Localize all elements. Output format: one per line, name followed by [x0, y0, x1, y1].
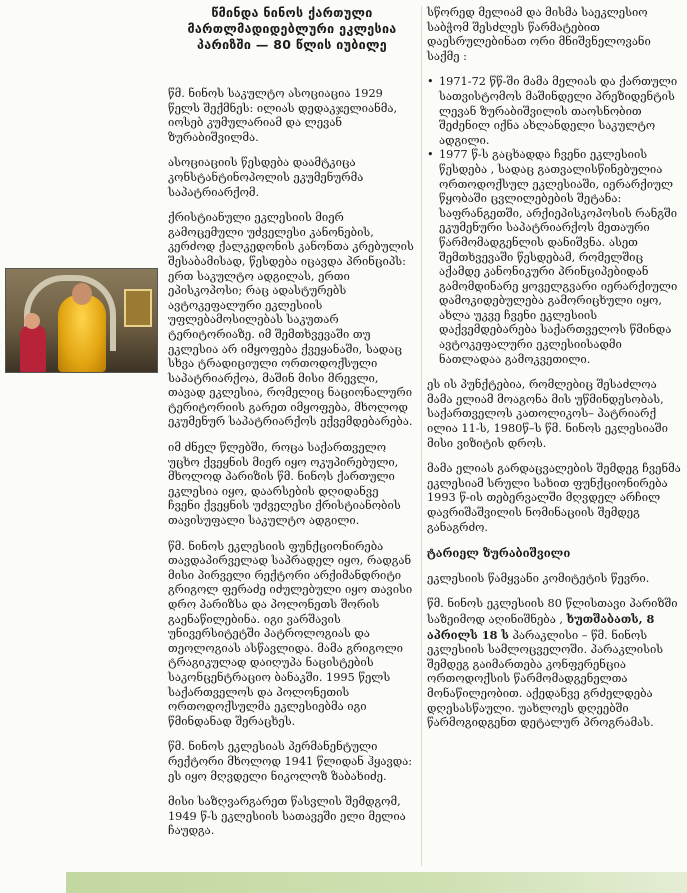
column-divider [421, 6, 422, 866]
paragraph-after-death: მამა ელიას გარდაცვალების შემდეგ ჩვენმა ეკლესიამ სრული სახით ფუნქციონირება 1993 წ-ის თებერვალში მღვდელ არჩილ დავრიშაშვილის ნომინაციის შემდეგ განაგრძო. [427, 462, 681, 534]
paragraph-canon: ქრისტიანული ეკლესიის მიერ გამოცემული უძველესი კანონების, კერძოდ ქალკედონის კანონთა კრებულის შესაბამისად, წესდება იცავდა პრინციპს: ერთ საკულტო ადგილას, ერთი ეპისკოპოსი; რაც ადასტურებს ავტოკეფალური ეკლესიის უფლებამოსილებას საკუთარ ტერიტორიაზე. იმ შემთხვევაში თუ ეკლესია არ იმყოფება ქვეყანაში, სადაც სხვა ტრადიციული ორთოდოქსული საპატრიარქოა, მაშინ მისი მრევლი, თავად ეკლესია, რომელიც ნაციონალური ტერიტორიის გარეთ იმყოფება, მხოლოდ ეკუმენურ საპატრიარქოს ექვემდებარება. [168, 211, 414, 429]
priest-figure [58, 295, 106, 372]
altar-boy-figure [20, 325, 46, 372]
list-item: • 1977 წ-ს გაცხადდა ჩვენი ეკლესიის წესდება , სადაც გათვალისწინებულია ორთოდოქსულ ეკლესიაში, იერარქიულ წყობაში ცვლილებების შეტანა: საფრანგეთში, არქიეპისკოპოსის რანგში ეკუმენური საპატრიარქოს მეთაური წარმომადგენლის დანიშვნა. ასეთ შემთხვევაში წესდებამ, რომელშიც აქამდე კანონიკური პრინციპებიდან გამომდინარე ყოველგვარი იერარქიული დამოკიდებულება გამორიცხული იყო, ახლა უკვე ჩვენი ეკლესიის დაქვემდებარება საქართველოს წმინდა ავტოკეფალური ეკლესიისადმი ნათლადაა გამოკვეთილი. [437, 148, 681, 367]
author-name: ტარიელ ზურაბიშვილი [427, 546, 571, 561]
paragraph-statute: ასოციაციის წესდება დაამტკიცა კონსტანტინოპოლის ეკუმენურმა საპატრიარქომ. [168, 156, 364, 199]
paragraph-closing [427, 597, 681, 730]
priest-head [72, 283, 92, 305]
footer-bar [66, 872, 687, 893]
paragraph-rector: წმ. ნინოს ეკლესიის ფუნქციონირება თავდაპირველად საპრადელ იყო, რადგან მისი პირველი რექტორი არქიმანდრიტი გრიგოლ ფერაძე იძულებული იყო თავისი დრო პარიზსა და პოლონეთს შორის გაენაწილებინა. იგი ვარშავის უნივერსიტეტში პატროლოგიას და თეოლოგიას ასწავლიდა. მამა გრიგოლი ტრაგიკულად დაიღუპა ნაცისტების საკონცენტრაციო ბანაკში. 1995 წელს საქართველოს და პოლონეთის ორთოდოქსულმა ეკლესიებმა იგი წმინდანად შერაცხეს. [168, 539, 413, 728]
column-right [427, 6, 681, 742]
closing-intro: წმ. ნინოს ეკლესიის 80 წლისთავი პარიზში საზეიმოდ აღინიშნება , [427, 597, 678, 626]
article-title: წმინდა ნინოს ქართული მართლმადიდებლური ეკლესია პარიზში — 80 წლის იუბილე [187, 5, 397, 52]
paragraph-occupation: იმ ძნელ წლებში, როცა საქართველო უცხო ქვეყნის მიერ იყო ოკუპირებული, მხოლოდ პარიზის წმ. ნინოს ქართული ეკლესია იყო, დაარსების დღიდანვე ჩვენი ქვეყნის უძველესი ქრისტიანობის თავისუფალი საკულტო ადგილი. [168, 441, 401, 528]
icon-painting [124, 289, 152, 327]
column-left [168, 87, 414, 850]
paragraph-melia: მისი საზღვარგარეთ წასვლის შემდგომ, 1949 წ-ს ეკლესიის სათავეში ელი მელია ჩაუდგა. [168, 795, 406, 838]
closing-details: პარაკლისი – წმ. ნინოს ეკლესიის სამლოცველოში. პარაკლისის შემდეგ გაიმართება კონფერენცია ორთოდოქსის წარმომადგენელთა მონაწილეობით. აქედანვე გრძელდება დღესასწაული. უახლოეს დღეებში წარმოგიდგენთ დეტალურ პროგრამას. [427, 628, 664, 730]
paragraph-founding: წმ. ნინოს საკულტო ასოციაცია 1929 წელს შექმნეს: ილიას დედაკჯელიანმა, იოსებ კუმულარიამ და ლევან ზურაბიშვილმა. [168, 87, 398, 144]
paragraph-intro: სწორედ მელიამ და მისმა საეკლესიო საბჭომ შესძლეს წარმატებით დაესრულებინათ ორი მნიშვნელოვანი საქმე : [427, 6, 651, 63]
paragraph-permanent-rector: წმ. ნინოს ეკლესიას პერმანენტული რექტორი მხოლოდ 1941 წლიდან ჰყავდა: ეს იყო მღვდელი ნიკოლოზ ზაბახიძე. [168, 740, 413, 783]
author-role: ეკლესიის წამყვანი კომიტეტის წევრი. [427, 571, 650, 585]
event-date: ხუთშაბათს, 8 აპრილს 18 ს [427, 611, 655, 642]
list-item: • 1971-72 წწ-ში მამა მელიას და ქართული სათვისტომოს მაშინდელი პრეზიდენტის ლევან ზურაბიშვილის თაოსნობით შეძენილ იქნა ახლანდელი საკულტო ადგილი. [437, 75, 681, 148]
paragraph-points: ეს ის პუნქტებია, რომლებიც შესაძლოა მამა ელიამ მოაგონა მის უწმინდესობას, საქართველოს კათოლიკოს– პატრიარქ ილია 11-ს, 1980წ–ს წმ. ნინოს ეკლესიაში მისი ვიზიტის დროს. [427, 378, 668, 450]
achievements-list [427, 75, 681, 367]
church-service-photo [5, 268, 158, 373]
altar-boy-head [24, 313, 40, 329]
